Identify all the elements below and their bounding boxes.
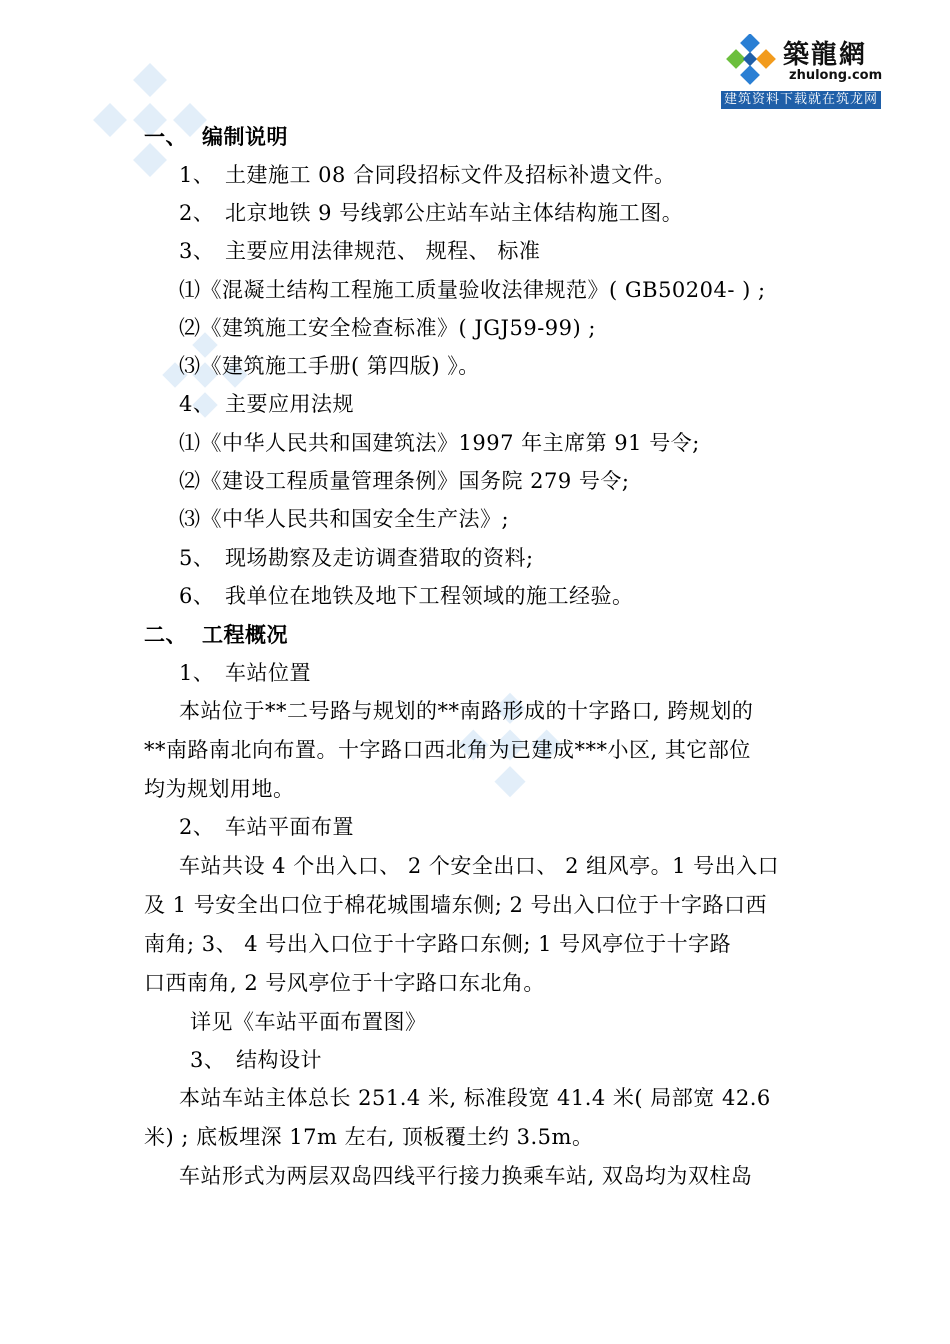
- law-item: ⑴《中华人民共和国建筑法》1997 年主席第 91 号令;: [179, 431, 700, 455]
- law-item: ⑶《中华人民共和国安全生产法》;: [179, 507, 510, 531]
- section-heading: 二、 工程概况: [144, 623, 288, 647]
- zhulong-logo[interactable]: [721, 30, 881, 110]
- subheading: 3、 结构设计: [190, 1048, 322, 1072]
- list-item: 1、 土建施工 08 合同段招标文件及招标补遗文件。: [179, 163, 676, 187]
- standard-item: ⑶《建筑施工手册( 第四版) 》。: [179, 354, 480, 378]
- section-heading: 一、 编制说明: [144, 125, 288, 149]
- zhulong-logo-icon: [725, 34, 781, 90]
- standard-item: ⑴《混凝土结构工程施工质量验收法律规范》( GB50204- ) ;: [179, 278, 766, 302]
- list-item: 5、 现场勘察及走访调查猎取的资料;: [179, 546, 534, 570]
- paragraph-line: 均为规划用地。: [144, 777, 295, 801]
- subheading: 2、 车站平面布置: [179, 815, 354, 839]
- paragraph-line: 车站形式为两层双岛四线平行接力换乘车站, 双岛均为双柱岛: [179, 1164, 753, 1188]
- subheading: 1、 车站位置: [179, 661, 311, 685]
- logo-url: zhulong.com: [789, 68, 883, 83]
- list-item: 6、 我单位在地铁及地下工程领域的施工经验。: [179, 584, 634, 608]
- logo-banner: 建筑资料下载就在筑龙网: [721, 91, 881, 109]
- standard-item: ⑵《建筑施工安全检查标准》( JGJ59-99) ;: [179, 316, 596, 340]
- paragraph-line: 米) ; 底板埋深 17m 左右, 顶板覆土约 3.5m。: [144, 1125, 594, 1149]
- paragraph-line: 车站共设 4 个出入口、 2 个安全出口、 2 组风亭。1 号出入口: [179, 854, 780, 878]
- see-also-note: 详见《车站平面布置图》: [190, 1010, 427, 1034]
- list-item: 3、 主要应用法律规范、 规程、 标准: [179, 239, 541, 263]
- paragraph-line: 本站车站主体总长 251.4 米, 标准段宽 41.4 米( 局部宽 42.6: [179, 1086, 771, 1110]
- list-item: 2、 北京地铁 9 号线郭公庄站车站主体结构施工图。: [179, 201, 684, 225]
- paragraph-line: 南角; 3、 4 号出入口位于十字路口东侧; 1 号风亭位于十字路: [144, 932, 732, 956]
- paragraph-line: **南路南北向布置。十字路口西北角为已建成***小区, 其它部位: [144, 738, 751, 762]
- list-item: 4、 主要应用法规: [179, 392, 354, 416]
- paragraph-line: 及 1 号安全出口位于棉花城围墙东侧; 2 号出入口位于十字路口西: [144, 893, 767, 917]
- logo-brand-name: 築龍網: [783, 40, 868, 70]
- law-item: ⑵《建设工程质量管理条例》国务院 279 号令;: [179, 469, 630, 493]
- paragraph-line: 本站位于**二号路与规划的**南路形成的十字路口, 跨规划的: [179, 699, 754, 723]
- paragraph-line: 口西南角, 2 号风亭位于十字路口东北角。: [144, 971, 545, 995]
